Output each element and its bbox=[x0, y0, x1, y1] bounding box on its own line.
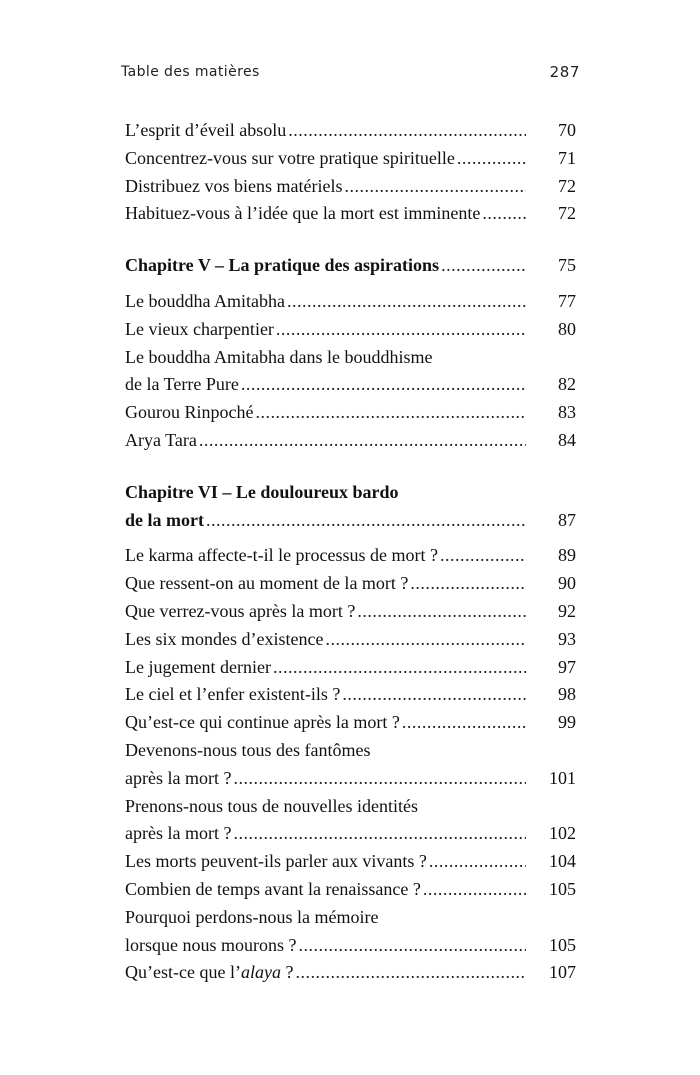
toc-entry-title: Gourou Rinpoché bbox=[125, 402, 254, 423]
toc-entry-title-line1: Le bouddha Amitabha dans le bouddhisme bbox=[125, 346, 433, 367]
toc-entry-title bbox=[125, 959, 293, 987]
toc-entry-title: après la mort ? bbox=[125, 823, 232, 844]
toc-entry[interactable] bbox=[125, 598, 576, 626]
toc-entry[interactable] bbox=[125, 765, 576, 793]
toc-entry-title: Que ressent-on au moment de la mort ? bbox=[125, 573, 409, 594]
dot-leader bbox=[287, 288, 526, 316]
toc-entry-line1 bbox=[125, 737, 576, 765]
toc-entry[interactable] bbox=[125, 316, 576, 344]
toc-entry-page: 97 bbox=[558, 656, 576, 677]
toc-entry-title: Combien de temps avant la renaissance ? bbox=[125, 878, 421, 899]
toc-entry-page: 80 bbox=[558, 318, 576, 339]
title-italic: alaya bbox=[240, 962, 281, 983]
toc-chapter-v[interactable] bbox=[125, 252, 576, 280]
dot-leader bbox=[276, 316, 526, 344]
toc-entry-title: Le ciel et l’enfer existent-ils ? bbox=[125, 684, 341, 705]
toc-entry-page: 72 bbox=[558, 203, 576, 224]
dot-leader bbox=[298, 932, 526, 960]
toc-entry-title: Habituez-vous à l’idée que la mort est imminente bbox=[125, 203, 481, 224]
toc-entry-page: 93 bbox=[558, 628, 576, 649]
toc-entry-page: 77 bbox=[558, 290, 576, 311]
toc-entry-page: 71 bbox=[558, 147, 576, 168]
toc-entry-title: Le karma affecte-t-il le processus de mort ? bbox=[125, 545, 439, 566]
dot-leader bbox=[288, 117, 526, 145]
table-of-contents bbox=[125, 117, 576, 987]
toc-entry-page: 105 bbox=[549, 878, 576, 899]
toc-entry[interactable] bbox=[125, 200, 576, 228]
toc-entry-title: lorsque nous mourons ? bbox=[125, 934, 297, 955]
section-title: Table des matières bbox=[121, 64, 260, 80]
toc-entry-title: Le vieux charpentier bbox=[125, 318, 274, 339]
chapter-page: 87 bbox=[558, 509, 576, 530]
toc-entry[interactable] bbox=[125, 654, 576, 682]
toc-entry-page: 107 bbox=[549, 962, 576, 983]
toc-entry-title-line1: Prenons-nous tous de nouvelles identités bbox=[125, 795, 418, 816]
toc-chapter-vi-line1 bbox=[125, 479, 576, 507]
toc-entry-title: Que verrez-vous après la mort ? bbox=[125, 600, 356, 621]
toc-entry-page: 90 bbox=[558, 573, 576, 594]
toc-entry[interactable] bbox=[125, 876, 576, 904]
dot-leader bbox=[233, 820, 526, 848]
toc-entry-page: 98 bbox=[558, 684, 576, 705]
title-suffix: ? bbox=[280, 962, 294, 983]
dot-leader bbox=[295, 959, 526, 987]
toc-entry-page: 84 bbox=[558, 429, 576, 450]
dot-leader bbox=[410, 570, 526, 598]
toc-entry[interactable] bbox=[125, 959, 576, 987]
dot-leader bbox=[457, 145, 526, 173]
toc-entry[interactable] bbox=[125, 145, 576, 173]
dot-leader bbox=[342, 681, 526, 709]
toc-entry[interactable] bbox=[125, 371, 576, 399]
dot-leader bbox=[255, 399, 526, 427]
page-number: 287 bbox=[549, 63, 580, 81]
toc-entry[interactable] bbox=[125, 288, 576, 316]
toc-entry[interactable] bbox=[125, 820, 576, 848]
toc-entry-page: 83 bbox=[558, 402, 576, 423]
dot-leader bbox=[440, 542, 526, 570]
toc-entry[interactable] bbox=[125, 932, 576, 960]
spacer bbox=[125, 534, 576, 542]
toc-entry[interactable] bbox=[125, 709, 576, 737]
dot-leader bbox=[344, 173, 526, 201]
dot-leader bbox=[273, 654, 526, 682]
chapter-page: 75 bbox=[558, 255, 576, 276]
dot-leader bbox=[199, 427, 526, 455]
toc-entry-title-line1: Pourquoi perdons-nous la mémoire bbox=[125, 906, 379, 927]
toc-entry-line1 bbox=[125, 344, 576, 372]
dot-leader bbox=[429, 848, 526, 876]
toc-entry-page: 105 bbox=[549, 934, 576, 955]
toc-entry-title-line1: Devenons-nous tous des fantômes bbox=[125, 739, 371, 760]
toc-entry-page: 72 bbox=[558, 175, 576, 196]
toc-entry-page: 99 bbox=[558, 712, 576, 733]
chapter-title: de la mort bbox=[125, 509, 204, 530]
spacer bbox=[125, 280, 576, 288]
spacer bbox=[125, 455, 576, 479]
toc-entry[interactable] bbox=[125, 542, 576, 570]
toc-entry-page: 89 bbox=[558, 545, 576, 566]
toc-entry-page: 82 bbox=[558, 374, 576, 395]
toc-entry-page: 70 bbox=[558, 120, 576, 140]
running-head bbox=[121, 60, 580, 84]
toc-entry[interactable] bbox=[125, 626, 576, 654]
toc-entry-title: après la mort ? bbox=[125, 767, 232, 788]
toc-entry-line1 bbox=[125, 904, 576, 932]
spacer bbox=[125, 228, 576, 252]
toc-entry[interactable] bbox=[125, 427, 576, 455]
chapter-title: Chapitre V – La pratique des aspirations bbox=[125, 255, 440, 276]
toc-entry-page: 104 bbox=[549, 851, 576, 872]
toc-entry-title: L’esprit d’éveil absolu bbox=[125, 120, 287, 140]
toc-entry-title: Distribuez vos biens matériels bbox=[125, 175, 343, 196]
dot-leader bbox=[482, 200, 526, 228]
toc-entry-title: Le jugement dernier bbox=[125, 656, 271, 677]
dot-leader bbox=[206, 507, 526, 535]
toc-entry-title: Arya Tara bbox=[125, 429, 197, 450]
toc-entry-line1 bbox=[125, 793, 576, 821]
toc-entry[interactable] bbox=[125, 173, 576, 201]
dot-leader bbox=[325, 626, 526, 654]
dot-leader bbox=[241, 371, 526, 399]
toc-entry-title: Le bouddha Amitabha bbox=[125, 290, 285, 311]
chapter-title-line1: Chapitre VI – Le douloureux bardo bbox=[125, 481, 399, 502]
toc-entry[interactable] bbox=[125, 848, 576, 876]
toc-entry[interactable] bbox=[125, 570, 576, 598]
toc-entry[interactable] bbox=[125, 681, 576, 709]
toc-entry-title: Concentrez-vous sur votre pratique spirituelle bbox=[125, 147, 455, 168]
toc-entry-title: Les morts peuvent-ils parler aux vivants ? bbox=[125, 851, 427, 872]
toc-entry-title: Qu’est-ce qui continue après la mort ? bbox=[125, 712, 400, 733]
dot-leader bbox=[423, 876, 526, 904]
dot-leader bbox=[357, 598, 526, 626]
dot-leader bbox=[441, 252, 526, 280]
toc-chapter-vi[interactable] bbox=[125, 507, 576, 535]
toc-entry[interactable] bbox=[125, 399, 576, 427]
toc-entry-title: Les six mondes d’existence bbox=[125, 628, 324, 649]
title-prefix: Qu’est-ce que l’ bbox=[125, 962, 241, 983]
toc-entry[interactable] bbox=[125, 117, 576, 145]
toc-entry-page: 92 bbox=[558, 600, 576, 621]
toc-entry-page: 101 bbox=[549, 767, 576, 788]
dot-leader bbox=[233, 765, 526, 793]
toc-entry-title: de la Terre Pure bbox=[125, 374, 239, 395]
dot-leader bbox=[402, 709, 526, 737]
toc-entry-page: 102 bbox=[549, 823, 576, 844]
